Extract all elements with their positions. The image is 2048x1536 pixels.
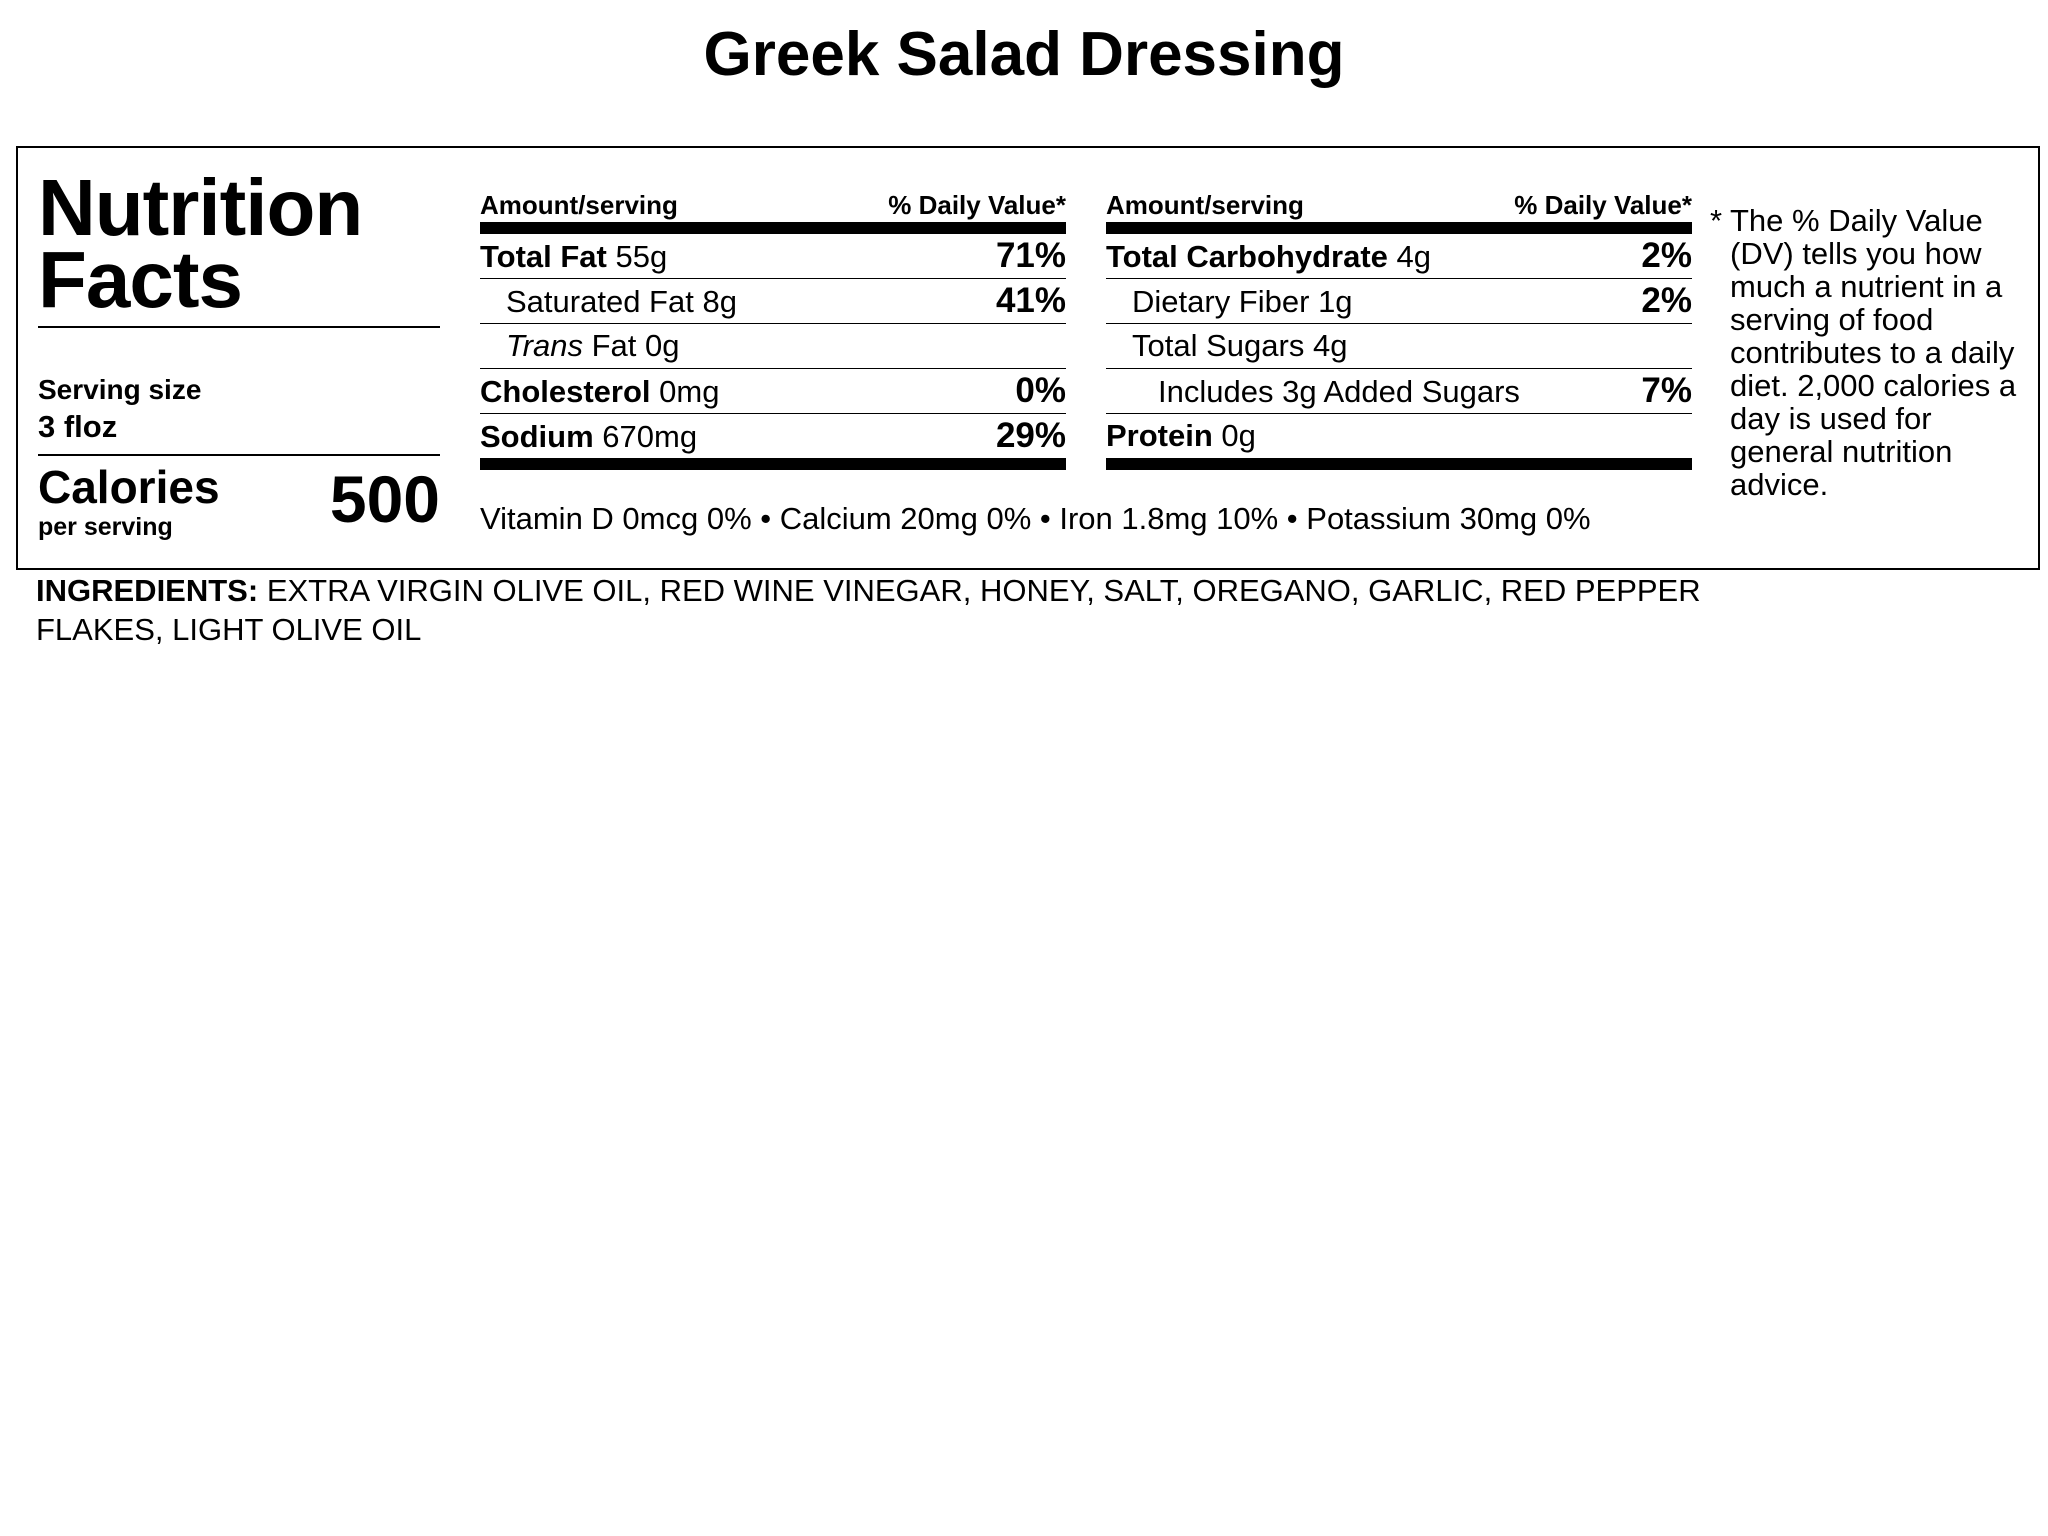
nutrient-table-left	[480, 188, 1066, 470]
footnote-text: The % Daily Value (DV) tells you how much a nutrient in a serving of food contributes to a daily diet. 2,000 calories a day is used for general nutrition advice.	[1730, 203, 2017, 502]
nutrient-name: Trans	[506, 328, 583, 363]
nutrient-amount: 55g	[615, 239, 668, 274]
daily-value-footnote	[1710, 204, 2026, 501]
nutrient-amount: 670mg	[602, 419, 698, 454]
nutrition-facts-label	[16, 146, 2040, 570]
nutrient-row-trans-fat	[480, 324, 1066, 369]
nutrient-name: Total Carbohydrate	[1106, 239, 1388, 274]
nutrient-name: Includes 3g Added Sugars	[1158, 374, 1520, 409]
amount-serving-header: Amount/serving	[1106, 190, 1304, 220]
serving-size-value: 3 floz	[38, 409, 118, 444]
nutrient-row-added-sugars	[1106, 369, 1692, 414]
nutrient-row-saturated-fat	[480, 279, 1066, 324]
nutrient-table-right	[1106, 188, 1692, 470]
nutrient-amount: 0g	[645, 328, 680, 363]
nutrient-dv: 7%	[1641, 371, 1692, 410]
divider	[38, 454, 440, 456]
nutrition-facts-heading: Nutrition Facts	[38, 163, 363, 324]
nutrient-amount: 4g	[1312, 328, 1348, 363]
ingredients-text: EXTRA VIRGIN OLIVE OIL, RED WINE VINEGAR, HONEY, SALT, OREGANO, GARLIC, RED PEPPER FLAKES, LIGHT OLIVE OIL	[36, 573, 1701, 647]
nutrient-row-total-carbohydrate	[1106, 234, 1692, 279]
nutrient-amount: 8g	[702, 284, 737, 319]
nutrient-name-suffix: Fat	[591, 328, 637, 363]
calories-row	[38, 462, 440, 542]
nutrient-name: Sodium	[480, 419, 594, 454]
ingredients-statement	[36, 571, 1836, 649]
nutrient-name: Total Sugars	[1132, 328, 1305, 363]
nutrient-row-total-fat	[480, 234, 1066, 279]
nutrient-amount: 4g	[1396, 239, 1432, 274]
nutrient-dv: 2%	[1641, 281, 1692, 320]
daily-value-header: % Daily Value*	[1514, 190, 1692, 220]
footnote-asterisk: *	[1710, 203, 1723, 238]
nutrient-row-cholesterol	[480, 369, 1066, 414]
label-left-column	[38, 163, 440, 542]
nutrient-dv: 2%	[1641, 236, 1692, 275]
nutrient-name: Protein	[1106, 418, 1213, 453]
nutrient-row-total-sugars	[1106, 324, 1692, 369]
nutrient-amount: 1g	[1318, 284, 1353, 319]
table-header	[480, 188, 1066, 234]
ingredients-label: INGREDIENTS:	[36, 573, 259, 608]
nutrient-dv: 0%	[1015, 371, 1066, 410]
calories-label: Calories	[38, 461, 220, 513]
nutrient-dv: 71%	[995, 236, 1066, 275]
page-title: Greek Salad Dressing	[703, 20, 1345, 89]
nutrient-amount: 0g	[1221, 418, 1256, 453]
nutrient-name: Dietary Fiber	[1132, 284, 1310, 319]
vitamins-minerals-line: Vitamin D 0mcg 0% • Calcium 20mg 0% • Iron 1.8mg 10% • Potassium 30mg 0%	[480, 501, 1591, 536]
nutrient-dv: 29%	[995, 416, 1066, 455]
table-header	[1106, 188, 1692, 234]
calories-value: 500	[329, 462, 440, 536]
nutrient-name: Saturated Fat	[506, 284, 694, 319]
calories-label-block	[38, 462, 220, 542]
nutrient-amount: 0mg	[659, 374, 720, 409]
calories-per-serving: per serving	[38, 513, 173, 541]
nutrient-name: Cholesterol	[480, 374, 651, 409]
nutrient-row-dietary-fiber	[1106, 279, 1692, 324]
nutrient-dv: 41%	[995, 281, 1066, 320]
serving-size-label: Serving size	[38, 374, 202, 405]
nutrient-name: Total Fat	[480, 239, 607, 274]
nutrient-row-protein	[1106, 414, 1692, 470]
amount-serving-header: Amount/serving	[480, 190, 678, 220]
nutrient-row-sodium	[480, 414, 1066, 470]
daily-value-header: % Daily Value*	[888, 190, 1066, 220]
